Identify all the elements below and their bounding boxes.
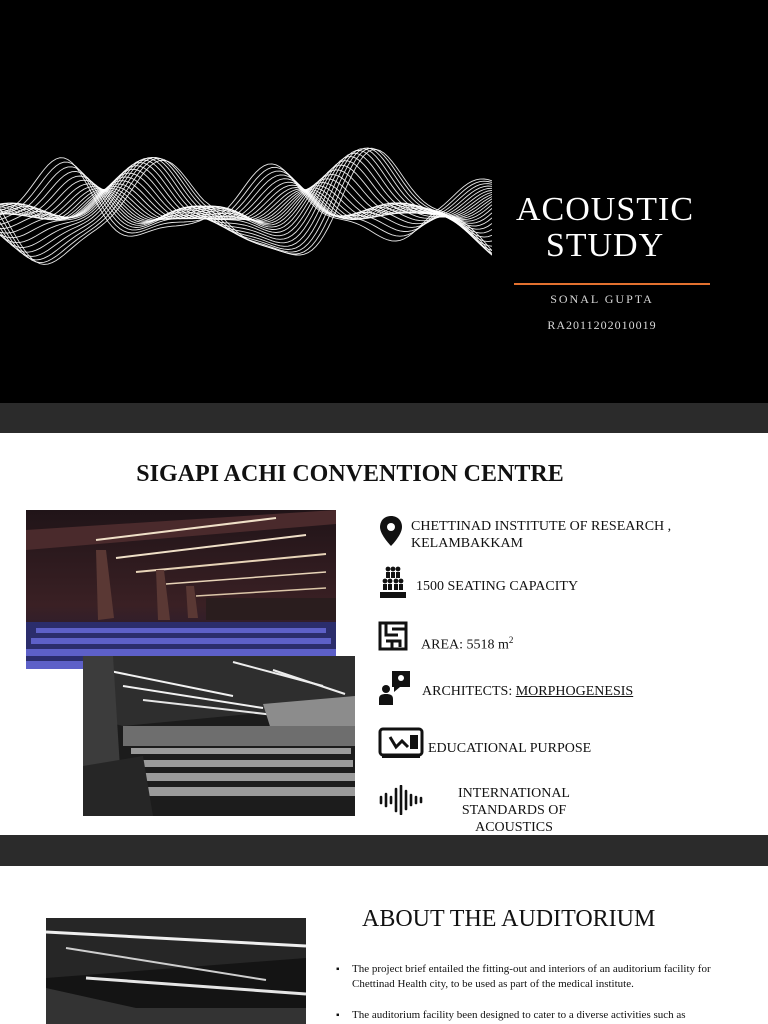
author-name: SONAL GUPTA (550, 292, 654, 306)
accent-rule (514, 283, 710, 285)
location-pin-icon (378, 515, 404, 547)
roll-number: RA2011202010019 (547, 318, 657, 332)
architects-label: ARCHITECTS: (422, 684, 516, 699)
title-slide (0, 0, 768, 403)
feature-purpose-text: EDUCATIONAL PURPOSE (428, 741, 592, 756)
whiteboard-icon (378, 727, 424, 759)
slide-title (505, 192, 705, 264)
about-bullet-list (336, 962, 754, 1024)
about-slide (0, 866, 768, 1024)
area-label: AREA: 5518 m (421, 637, 509, 653)
morphogenesis-link[interactable]: MORPHOGENESIS (515, 684, 634, 699)
feature-acoustics-text: INTERNATIONAL STANDARDS OF ACOUSTICS (458, 786, 570, 835)
area-unit-superscript: 2 (508, 635, 514, 645)
feature-seating-text: 1500 SEATING CAPACITY (416, 579, 579, 594)
sound-wave-graphic (0, 78, 492, 340)
sound-wave-icon (378, 785, 426, 815)
feature-area-text (421, 632, 513, 654)
auditorium-photo-grey (83, 656, 355, 816)
title-line-2: STUDY (545, 227, 665, 264)
maze-icon (378, 621, 408, 651)
feature-architects-text (422, 683, 633, 700)
wave-line (0, 167, 492, 232)
wave-line (0, 161, 492, 242)
feature-acoustics (378, 783, 758, 835)
audience-icon (378, 565, 408, 599)
feature-architects (378, 669, 758, 709)
overview-slide (0, 433, 768, 835)
slide-title: ABOUT THE AUDITORIUM (362, 906, 656, 932)
presenter-icon (378, 669, 412, 707)
feature-location-text: CHETTINAD INSTITUTE OF RESEARCH , KELAMBAKKAM (411, 519, 672, 551)
feature-area (378, 621, 758, 661)
slide-title: SIGAPI ACHI CONVENTION CENTRE (136, 461, 564, 487)
auditorium-ceiling-photo (46, 918, 306, 1024)
feature-seating (378, 565, 758, 605)
feature-purpose (378, 727, 758, 767)
bullet-item: ▪ The auditorium facility been designed to cater to a diverse activities such as (336, 1008, 754, 1023)
feature-location (378, 515, 758, 555)
title-line-1: ACOUSTIC (515, 191, 695, 228)
auditorium-photo-purple (26, 510, 336, 669)
bullet-item: ▪ The project brief entailed the fitting-out and interiors of an auditorium facility for Chettinad Health city, to be used as part of the medical institute. (336, 962, 754, 992)
